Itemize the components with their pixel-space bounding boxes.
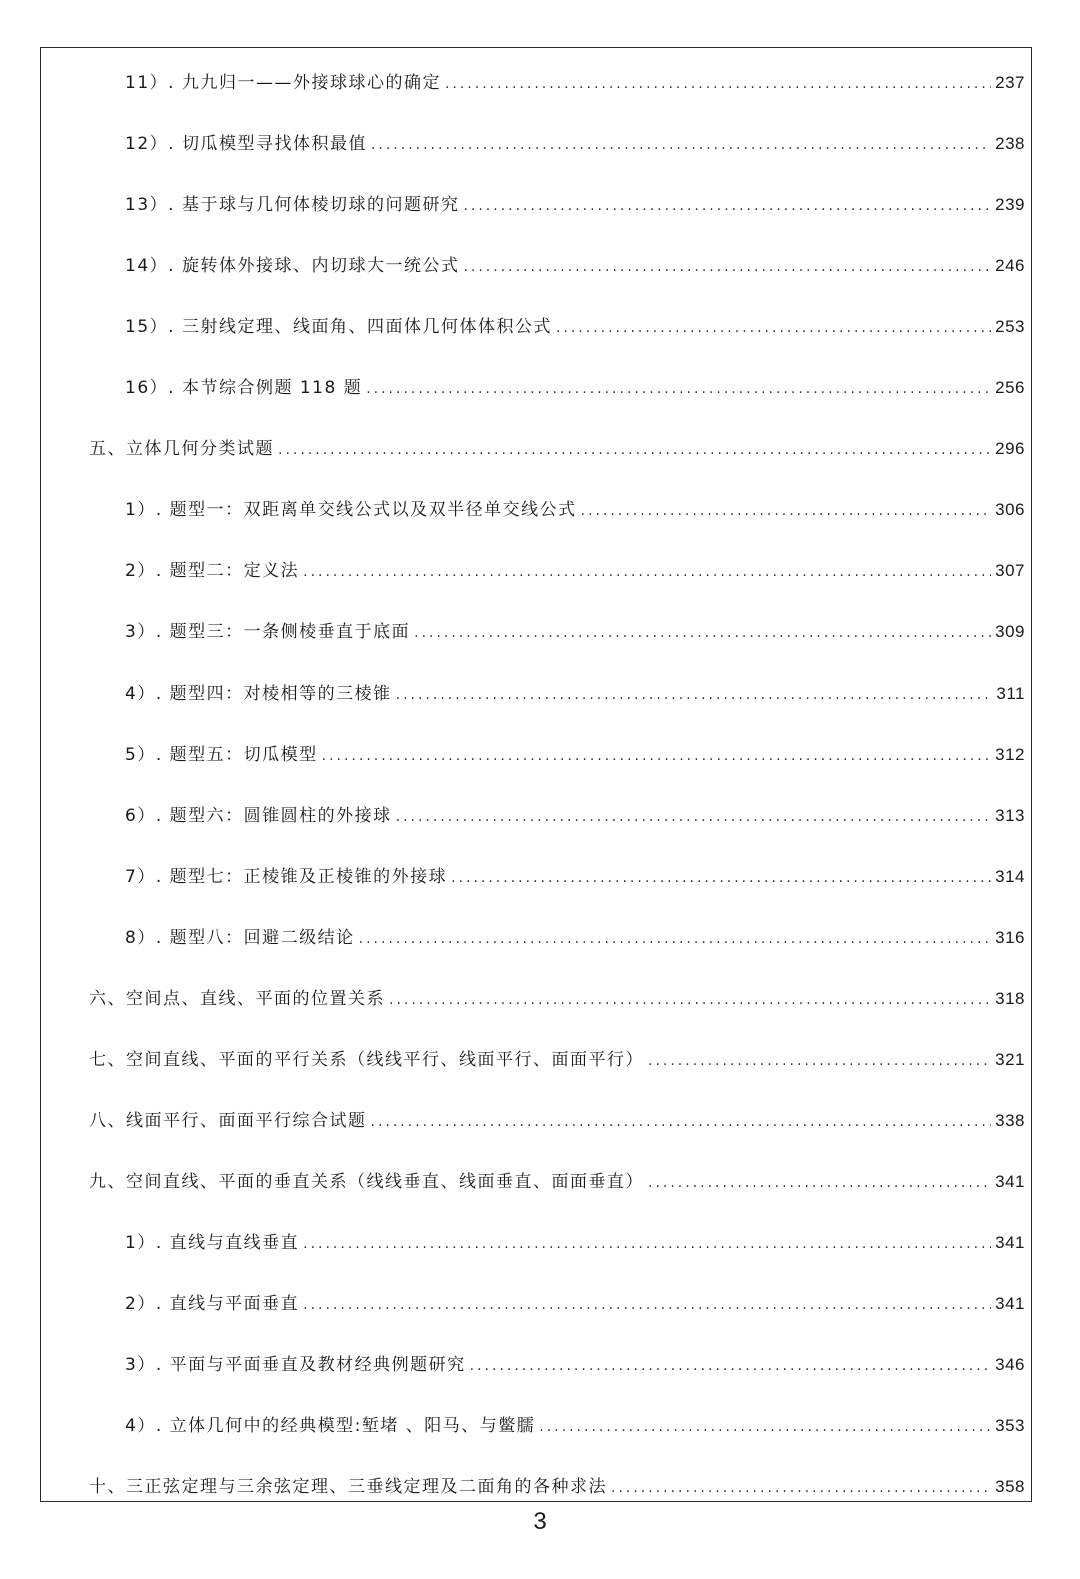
toc-entry[interactable]	[125, 555, 1025, 587]
toc-entry-title: 五、立体几何分类试题	[89, 439, 274, 460]
toc-leader-dots	[648, 1167, 991, 1199]
table-of-contents	[41, 48, 1031, 1501]
toc-entry-title: 1）. 题型一：双距离单交线公式以及双半径单交线公式	[125, 500, 577, 521]
toc-entry[interactable]	[125, 861, 1025, 893]
toc-entry-page: 307	[995, 561, 1025, 581]
toc-entry-page: 314	[995, 866, 1025, 886]
toc-entry[interactable]	[125, 189, 1025, 221]
toc-entry-title: 2）. 直线与平面垂直	[125, 1294, 300, 1314]
toc-entry-title: 13）. 基于球与几何体棱切球的问题研究	[125, 195, 460, 216]
toc-entry[interactable]	[125, 1410, 1025, 1442]
toc-entry-page: 341	[995, 1171, 1025, 1191]
toc-entry[interactable]	[89, 1471, 1025, 1503]
toc-entry-title: 3）. 题型三：一条侧棱垂直于底面	[125, 622, 411, 643]
toc-entry-page: 316	[995, 927, 1025, 947]
toc-entry-title: 八、线面平行、面面平行综合试题	[89, 1110, 367, 1131]
toc-entry[interactable]	[125, 1349, 1025, 1381]
toc-entry[interactable]	[125, 922, 1025, 954]
toc-entry-page: 238	[995, 134, 1025, 154]
toc-entry[interactable]	[125, 678, 1025, 710]
toc-entry-title: 8）. 题型八：回避二级结论	[125, 927, 355, 948]
toc-entry-page: 341	[995, 1232, 1025, 1252]
toc-leader-dots	[611, 1472, 991, 1504]
toc-entry[interactable]	[125, 1227, 1025, 1259]
toc-entry-page: 253	[995, 317, 1025, 337]
toc-leader-dots	[445, 68, 991, 100]
toc-entry[interactable]	[89, 1044, 1025, 1076]
toc-entry[interactable]	[89, 1105, 1025, 1137]
toc-entry-title: 十、三正弦定理与三余弦定理、三垂线定理及二面角的各种求法	[89, 1477, 607, 1498]
toc-leader-dots	[371, 129, 991, 161]
toc-entry[interactable]	[125, 494, 1025, 526]
toc-entry-title: 7）. 题型七：正棱锥及正棱锥的外接球	[125, 866, 448, 887]
toc-leader-dots	[359, 923, 992, 955]
toc-leader-dots	[371, 1106, 992, 1138]
toc-leader-dots	[414, 617, 991, 649]
toc-entry-page: 321	[995, 1049, 1025, 1069]
toc-leader-dots	[396, 801, 992, 833]
toc-leader-dots	[463, 190, 991, 222]
toc-leader-dots	[322, 740, 992, 772]
toc-entry[interactable]	[89, 1166, 1025, 1198]
toc-leader-dots	[303, 556, 991, 588]
toc-entry-title: 16）. 本节综合例题 118 题	[125, 378, 363, 399]
toc-entry-page: 246	[995, 256, 1025, 276]
toc-entry-page: 338	[995, 1110, 1025, 1130]
toc-entry[interactable]	[125, 311, 1025, 343]
toc-leader-dots	[539, 1411, 991, 1443]
toc-entry-title: 11）. 九九归一——外接球球心的确定	[125, 73, 441, 93]
toc-entry[interactable]	[89, 433, 1025, 465]
toc-leader-dots	[581, 495, 992, 527]
toc-entry-title: 4）. 题型四：对棱相等的三棱锥	[125, 683, 392, 704]
toc-entry-page: 312	[995, 744, 1025, 764]
toc-leader-dots	[648, 1045, 991, 1077]
toc-entry[interactable]	[125, 67, 1025, 99]
toc-entry-page: 237	[995, 73, 1025, 92]
toc-entry-title: 15）. 三射线定理、线面角、四面体几何体体积公式	[125, 317, 552, 338]
toc-leader-dots	[303, 1289, 991, 1321]
toc-entry[interactable]	[125, 800, 1025, 832]
toc-leader-dots	[389, 984, 991, 1016]
toc-entry-title: 3）. 平面与平面垂直及教材经典例题研究	[125, 1355, 466, 1376]
toc-entry-title: 1）. 直线与直线垂直	[125, 1232, 300, 1253]
toc-entry-page: 358	[995, 1477, 1025, 1497]
toc-entry-title: 九、空间直线、平面的垂直关系（线线垂直、线面垂直、面面垂直）	[89, 1171, 644, 1192]
toc-leader-dots	[451, 862, 991, 894]
toc-entry-page: 239	[995, 195, 1025, 215]
toc-entry[interactable]	[125, 1288, 1025, 1320]
toc-entry[interactable]	[125, 250, 1025, 282]
toc-frame	[40, 47, 1032, 1502]
toc-entry-page: 313	[995, 805, 1025, 825]
toc-entry-page: 341	[995, 1294, 1025, 1313]
toc-entry[interactable]	[125, 739, 1025, 771]
toc-entry-page: 318	[995, 988, 1025, 1008]
toc-entry-title: 6）. 题型六：圆锥圆柱的外接球	[125, 805, 392, 826]
toc-entry-page: 306	[995, 500, 1025, 520]
toc-entry-page: 256	[995, 378, 1025, 398]
toc-entry[interactable]	[125, 128, 1025, 160]
toc-entry-title: 14）. 旋转体外接球、内切球大一统公式	[125, 256, 460, 277]
toc-entry-page: 296	[995, 439, 1025, 459]
toc-leader-dots	[278, 434, 991, 466]
toc-leader-dots	[366, 373, 991, 405]
page-number: 3	[533, 1508, 547, 1535]
toc-leader-dots	[470, 1350, 992, 1382]
toc-entry-page: 311	[996, 683, 1025, 703]
toc-entry-title: 4）. 立体几何中的经典模型:堑堵 、阳马、与鳖臑	[125, 1416, 536, 1437]
toc-entry-title: 七、空间直线、平面的平行关系（线线平行、线面平行、面面平行）	[89, 1049, 644, 1070]
toc-entry-title: 12）. 切瓜模型寻找体积最值	[125, 134, 367, 155]
toc-leader-dots	[463, 251, 991, 283]
toc-entry-page: 353	[995, 1416, 1025, 1436]
toc-leader-dots	[396, 679, 993, 711]
toc-leader-dots	[556, 312, 991, 344]
toc-entry[interactable]	[89, 983, 1025, 1015]
toc-entry-title: 2）. 题型二：定义法	[125, 561, 300, 582]
toc-entry[interactable]	[125, 372, 1025, 404]
toc-entry-page: 309	[995, 622, 1025, 642]
toc-entry[interactable]	[125, 616, 1025, 648]
toc-entry-title: 5）. 题型五：切瓜模型	[125, 744, 318, 765]
toc-entry-title: 六、空间点、直线、平面的位置关系	[89, 988, 385, 1009]
toc-leader-dots	[303, 1228, 991, 1260]
toc-entry-page: 346	[995, 1355, 1025, 1375]
